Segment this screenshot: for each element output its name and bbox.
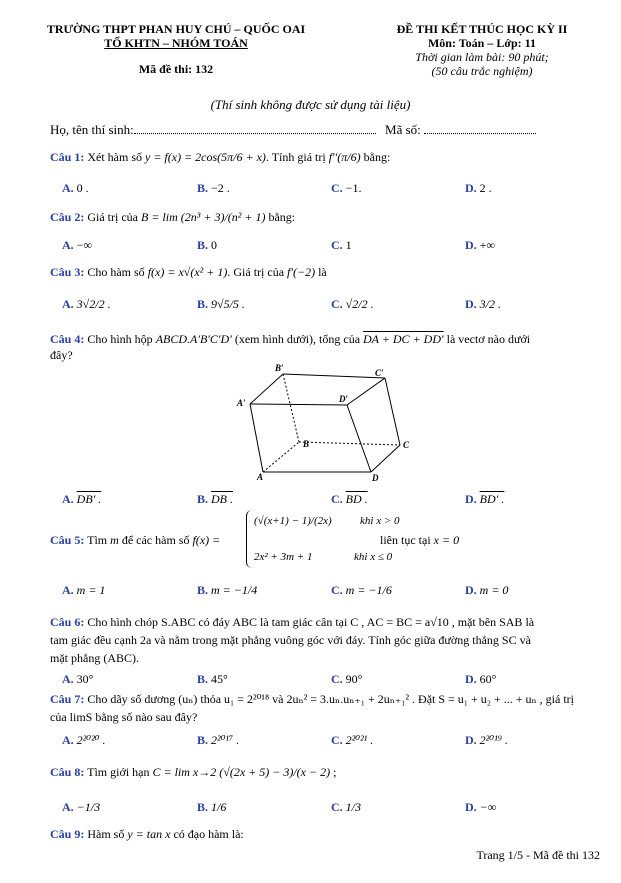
q2-option-b[interactable]: B. 0 bbox=[197, 238, 218, 252]
q4-text-b: (xem hình dưới), tổng của bbox=[234, 332, 361, 346]
question-2-label: Câu 2: bbox=[50, 210, 85, 224]
exam-time: Thời gian làm bài: 90 phút; bbox=[415, 50, 549, 64]
fig-label-d-prime: D′ bbox=[339, 394, 349, 404]
q5-text-c: liên tục tại bbox=[380, 533, 431, 547]
q1-option-a[interactable]: A. 0 . bbox=[62, 181, 89, 195]
q5-option-b[interactable]: B. m = −1/4 bbox=[197, 583, 258, 597]
q4-text-c: là vectơ nào dưới bbox=[446, 332, 531, 346]
q8-expr: C = lim x→2 (√(2x + 5) − 3)/(x − 2) bbox=[152, 765, 331, 779]
q4-expr2: DA + DC + DD′ bbox=[363, 332, 444, 346]
student-id-blank[interactable] bbox=[424, 133, 536, 134]
q8-option-a[interactable]: A. −1/3 bbox=[62, 800, 101, 814]
q5-option-a[interactable]: A. m = 1 bbox=[62, 583, 106, 597]
q2-option-c[interactable]: C. 1 bbox=[331, 238, 352, 252]
page-footer: Trang 1/5 - Mã đề thi 132 bbox=[476, 848, 600, 862]
exam-title: ĐỀ THI KẾT THÚC HỌC KỲ II bbox=[396, 22, 568, 36]
q5-text-a: Tìm bbox=[87, 533, 108, 547]
q7-option-b[interactable]: B. 2²⁰¹⁷ . bbox=[197, 733, 240, 747]
q5-case1: (√(x+1) − 1)/(2x) bbox=[254, 515, 332, 527]
q1-option-c[interactable]: C. −1. bbox=[331, 181, 362, 195]
fig-label-b: B bbox=[303, 439, 310, 449]
q1-option-b[interactable]: B. −2 . bbox=[197, 181, 230, 195]
q3-option-d[interactable]: D. 3/2 . bbox=[465, 297, 502, 311]
q1-text-b: . Tính giá trị bbox=[265, 150, 326, 164]
q8-text-b: ; bbox=[333, 765, 337, 779]
q3-text-a: Cho hàm số bbox=[87, 265, 145, 279]
question-1-label: Câu 1: bbox=[50, 150, 85, 164]
q2-option-d[interactable]: D. +∞ bbox=[465, 238, 495, 252]
q4-expr: ABCD.A′B′C′D′ bbox=[155, 332, 232, 346]
q6-option-d[interactable]: D. 60° bbox=[465, 672, 497, 686]
q9-expr: y = tan x bbox=[127, 827, 171, 841]
q6-line2: tam giác đều cạnh 2a và nằm trong mặt phẳng vuông góc với đáy. Tính góc giữa đường thẳng SC và bbox=[50, 633, 531, 647]
q5-case2: 2x² + 3m + 1 bbox=[254, 551, 313, 563]
q5-expr: x = 0 bbox=[433, 533, 460, 547]
q6-option-a[interactable]: A. 30° bbox=[62, 672, 94, 686]
question-8-label: Câu 8: bbox=[50, 765, 85, 779]
department: TỔ KHTN – NHÓM TOÁN bbox=[104, 36, 248, 50]
q8-option-d[interactable]: D. −∞ bbox=[465, 800, 497, 814]
question-9 bbox=[50, 827, 244, 842]
q1-option-d[interactable]: D. 2 . bbox=[465, 181, 492, 195]
q4-text-a: Cho hình hộp bbox=[87, 332, 153, 346]
q2-option-a[interactable]: A. −∞ bbox=[62, 238, 92, 252]
q8-option-c[interactable]: C. 1/3 bbox=[331, 800, 362, 814]
question-4 bbox=[50, 332, 530, 347]
q5-m: m bbox=[110, 533, 119, 547]
question-3-label: Câu 3: bbox=[50, 265, 85, 279]
q6-option-c[interactable]: C. 90° bbox=[331, 672, 363, 686]
q5-tail bbox=[380, 533, 459, 548]
q5-case2-cond: khi x ≤ 0 bbox=[354, 551, 393, 563]
q8-text-a: Tìm giới hạn bbox=[87, 765, 150, 779]
q3-text-b: . Giá trị của bbox=[227, 265, 285, 279]
q1-expr2: f′′(π/6) bbox=[328, 150, 361, 164]
q2-expr: B = lim (2n³ + 3)/(n² + 1) bbox=[141, 210, 266, 224]
q4-option-d[interactable]: D. BD′ . bbox=[465, 492, 505, 506]
q3-option-a[interactable]: A. 3√2/2 . bbox=[62, 297, 111, 311]
q5-option-d[interactable]: D. m = 0 bbox=[465, 583, 509, 597]
q3-option-c[interactable]: C. √2/2 . bbox=[331, 297, 374, 311]
student-id-label: Mã số: bbox=[385, 122, 421, 137]
fig-label-a: A bbox=[257, 472, 264, 482]
school-name: TRƯỜNG THPT PHAN HUY CHÚ – QUỐC OAI bbox=[46, 22, 306, 36]
student-name-blank[interactable] bbox=[134, 133, 376, 134]
subject: Môn: Toán – Lớp: 11 bbox=[427, 36, 536, 50]
q5-brace bbox=[246, 510, 254, 568]
student-name-label: Họ, tên thí sinh: bbox=[50, 122, 134, 137]
q9-text-b: có đạo hàm là: bbox=[173, 827, 244, 841]
q7-line1: Cho dãy số dương (uₙ) thỏa u₁ = 2²⁰¹⁸ và 2uₙ² = 3.uₙ.uₙ₊₁ + 2uₙ₊₁² . Đặt S = u₁ + u₂ + ... + uₙ , giá trị bbox=[87, 692, 574, 706]
q7-option-c[interactable]: C. 2²⁰²¹ . bbox=[331, 733, 374, 747]
q2-text-a: Giá trị của bbox=[87, 210, 138, 224]
q9-text-a: Hàm số bbox=[87, 827, 125, 841]
q8-option-b[interactable]: B. 1/6 bbox=[197, 800, 227, 814]
q4-option-b[interactable]: B. DB . bbox=[197, 492, 234, 506]
fig-label-a-prime: A′ bbox=[237, 398, 246, 408]
q4-option-c[interactable]: C. BD . bbox=[331, 492, 368, 506]
fig-label-c-prime: C′ bbox=[375, 368, 384, 378]
q1-text-a: Xét hàm số bbox=[87, 150, 142, 164]
question-3 bbox=[50, 265, 327, 280]
q3-expr2: f′(−2) bbox=[287, 265, 316, 279]
q5-option-c[interactable]: C. m = −1/6 bbox=[331, 583, 392, 597]
q3-option-b[interactable]: B. 9√5/5 . bbox=[197, 297, 245, 311]
question-2 bbox=[50, 210, 295, 225]
question-count: (50 câu trắc nghiệm) bbox=[431, 64, 533, 78]
q4-text-d: đây? bbox=[50, 348, 73, 362]
q3-expr: f(x) = x√(x² + 1) bbox=[147, 265, 228, 279]
q6-option-b[interactable]: B. 45° bbox=[197, 672, 228, 686]
question-5 bbox=[50, 533, 220, 548]
question-9-label: Câu 9: bbox=[50, 827, 85, 841]
q7-line2: của limS bằng số nào sau đây? bbox=[50, 710, 198, 724]
q1-text-c: bằng: bbox=[363, 150, 391, 164]
question-7 bbox=[50, 692, 574, 707]
exam-note: (Thí sinh không được sử dụng tài liệu) bbox=[210, 97, 411, 112]
q5-case1-cond: khi x > 0 bbox=[360, 515, 400, 527]
q7-option-d[interactable]: D. 2²⁰¹⁹ . bbox=[465, 733, 508, 747]
question-4-label: Câu 4: bbox=[50, 332, 85, 346]
student-name-row bbox=[50, 122, 536, 138]
q5-text-b: để các hàm số bbox=[121, 533, 190, 547]
question-6 bbox=[50, 615, 534, 630]
q1-expr: y = f(x) = 2cos(5π/6 + x) bbox=[145, 150, 266, 164]
question-1 bbox=[50, 150, 390, 165]
parallelepiped-figure bbox=[225, 362, 425, 487]
q6-line3: mặt phẳng (ABC). bbox=[50, 651, 139, 665]
q6-line1: Cho hình chóp S.ABC có đáy ABC là tam giác cân tại C , AC = BC = a√10 , mặt bên SAB là bbox=[87, 615, 535, 629]
exam-code: Mã đề thi: 132 bbox=[138, 62, 214, 76]
question-8 bbox=[50, 765, 336, 780]
q5-fx: f(x) = bbox=[192, 533, 221, 547]
fig-label-c: C bbox=[403, 440, 410, 450]
fig-label-b-prime: B′ bbox=[275, 363, 284, 373]
q4-option-a[interactable]: A. DB′ . bbox=[62, 492, 102, 506]
question-5-label: Câu 5: bbox=[50, 533, 85, 547]
q7-option-a[interactable]: A. 2²⁰²⁰ . bbox=[62, 733, 106, 747]
q3-text-c: là bbox=[318, 265, 327, 279]
question-7-label: Câu 7: bbox=[50, 692, 85, 706]
q2-text-b: bằng: bbox=[268, 210, 296, 224]
question-6-label: Câu 6: bbox=[50, 615, 85, 629]
fig-label-d: D bbox=[372, 473, 379, 483]
